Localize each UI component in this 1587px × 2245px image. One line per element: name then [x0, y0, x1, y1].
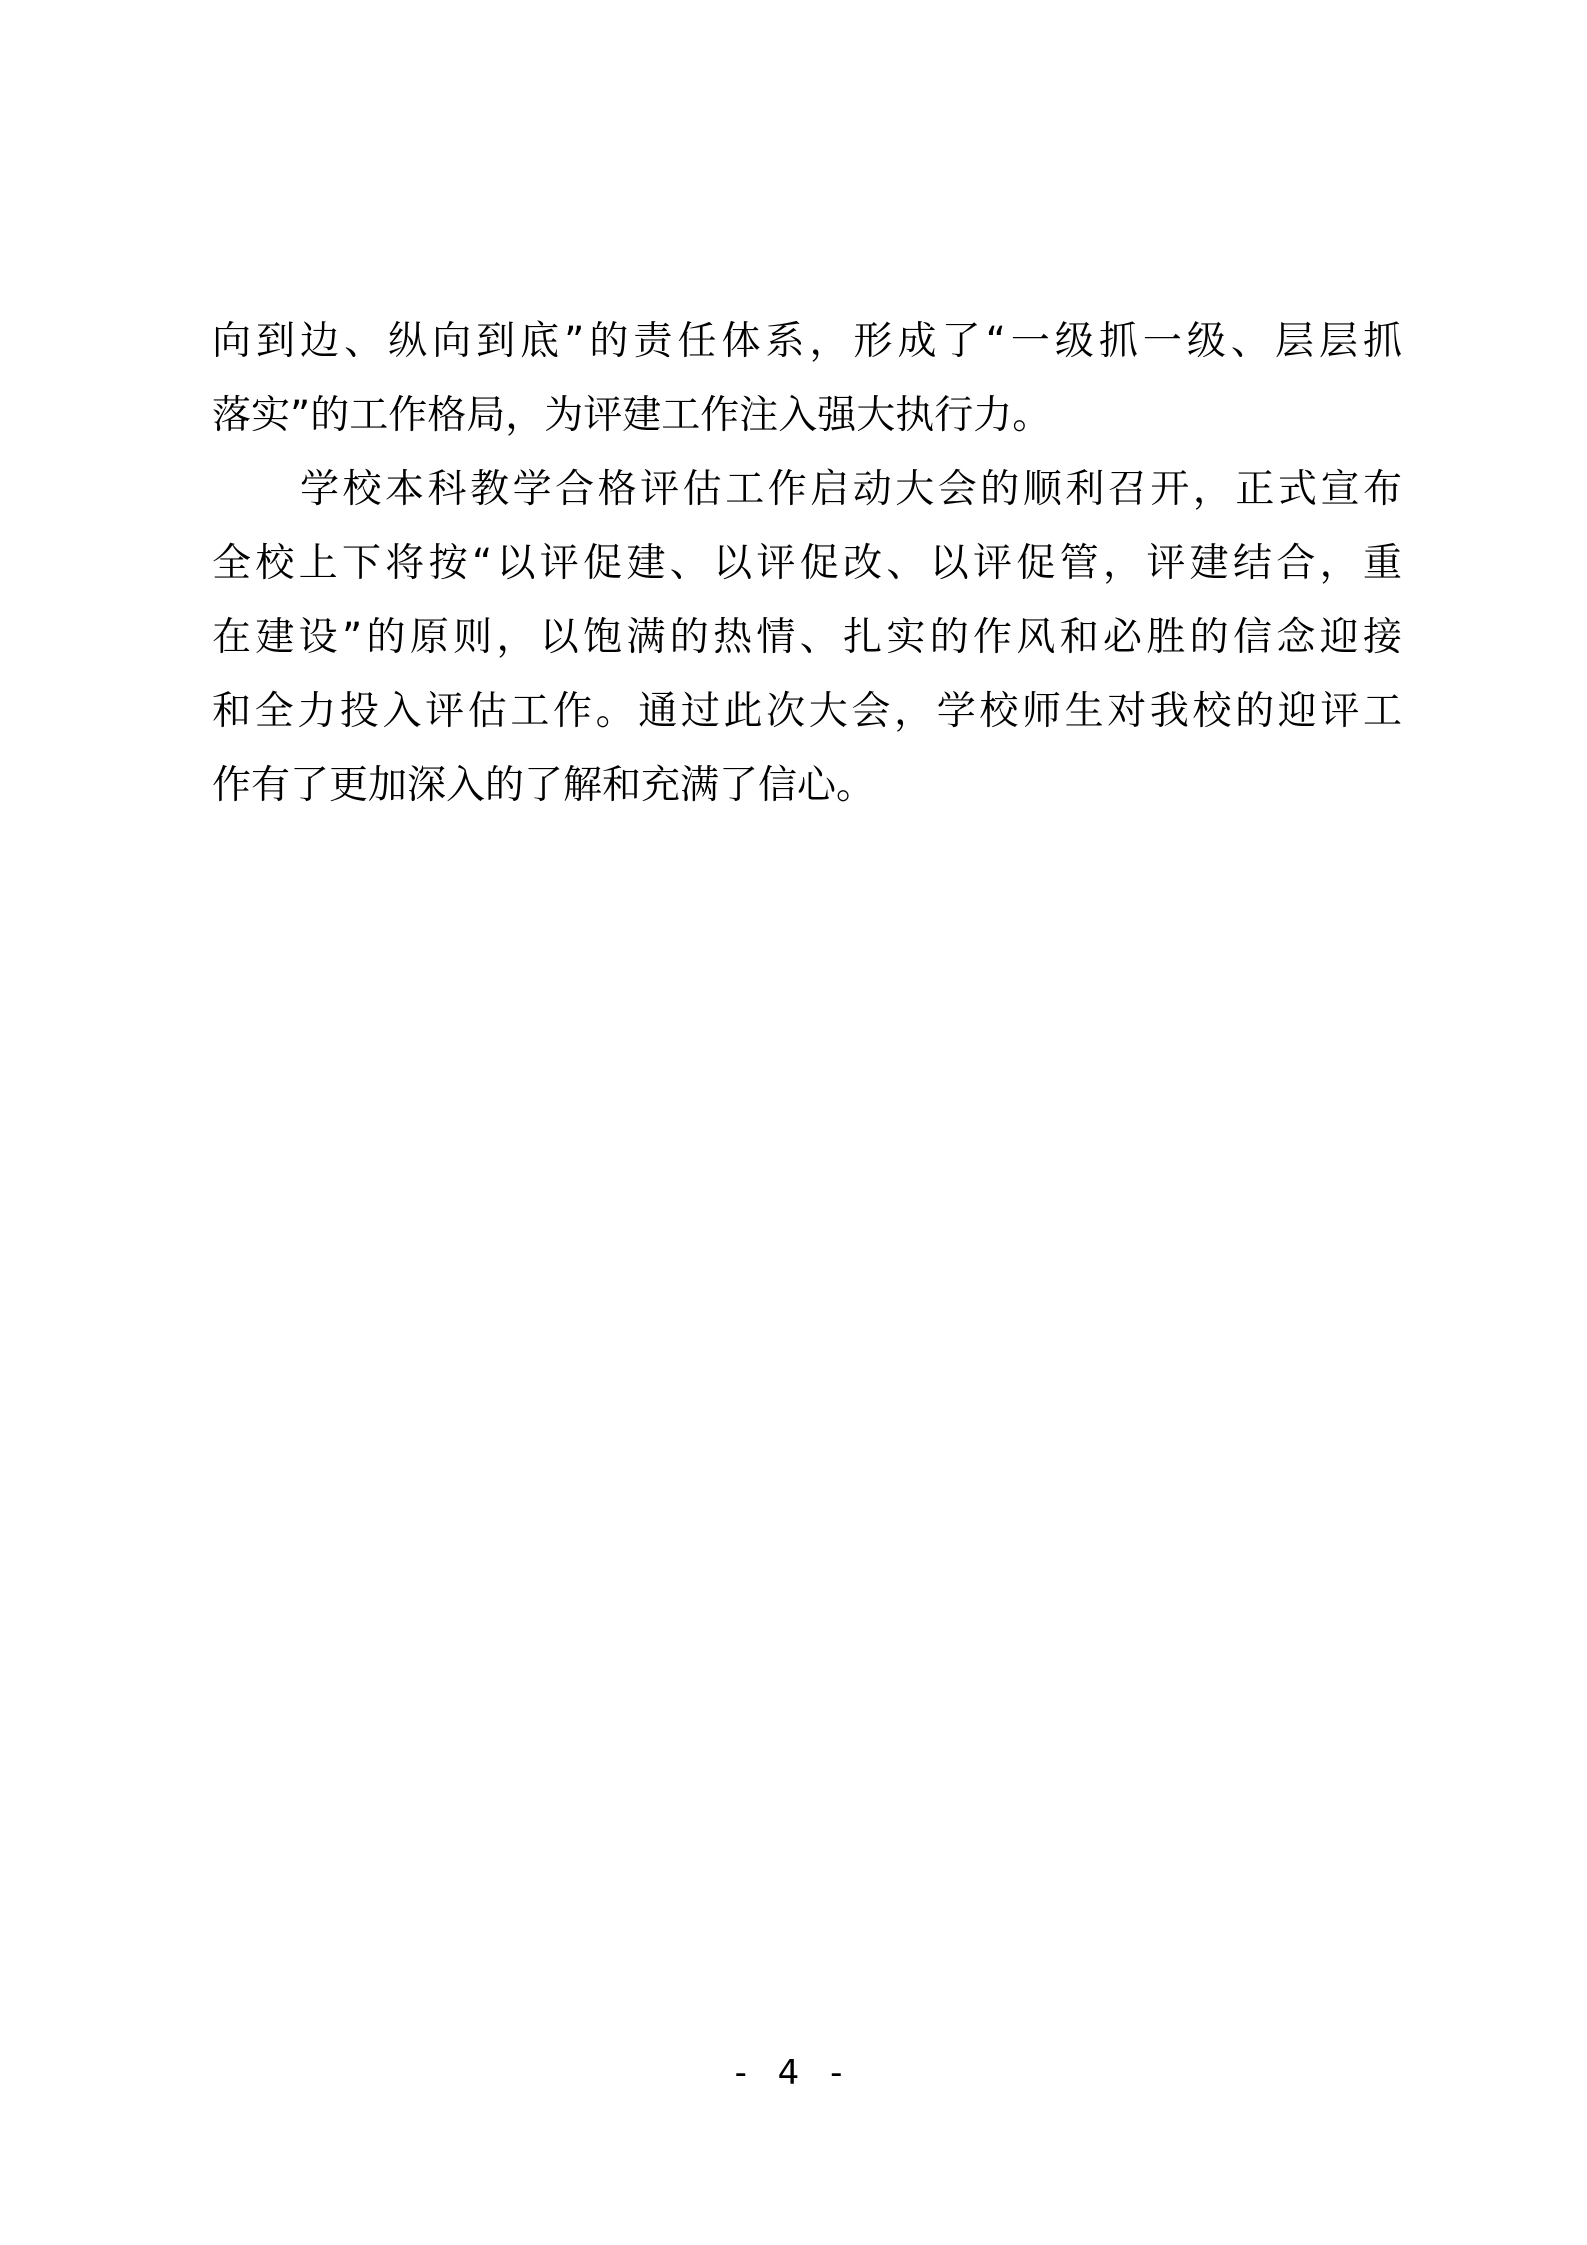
paragraph-line: 作有了更加深入的了解和充满了信心。	[212, 763, 876, 808]
paragraph-2	[212, 453, 1402, 823]
document-body	[212, 305, 1402, 823]
paragraph-line: 学校本科教学合格评估工作启动大会的顺利召开，正式宣布	[300, 467, 1402, 512]
paragraph-1	[212, 305, 1402, 453]
paragraph-line: 在建设”的原则，以饱满的热情、扎实的作风和必胜的信念迎接	[212, 615, 1402, 660]
paragraph-line: 全校上下将按“以评促建、以评促改、以评促管，评建结合，重	[212, 541, 1402, 586]
page-number: - 4 -	[734, 2053, 853, 2093]
paragraph-line: 落实”的工作格局，为评建工作注入强大执行力。	[212, 393, 1052, 438]
paragraph-line: 向到边、纵向到底”的责任体系，形成了“一级抓一级、层层抓	[212, 319, 1402, 364]
paragraph-line: 和全力投入评估工作。通过此次大会，学校师生对我校的迎评工	[212, 689, 1402, 734]
